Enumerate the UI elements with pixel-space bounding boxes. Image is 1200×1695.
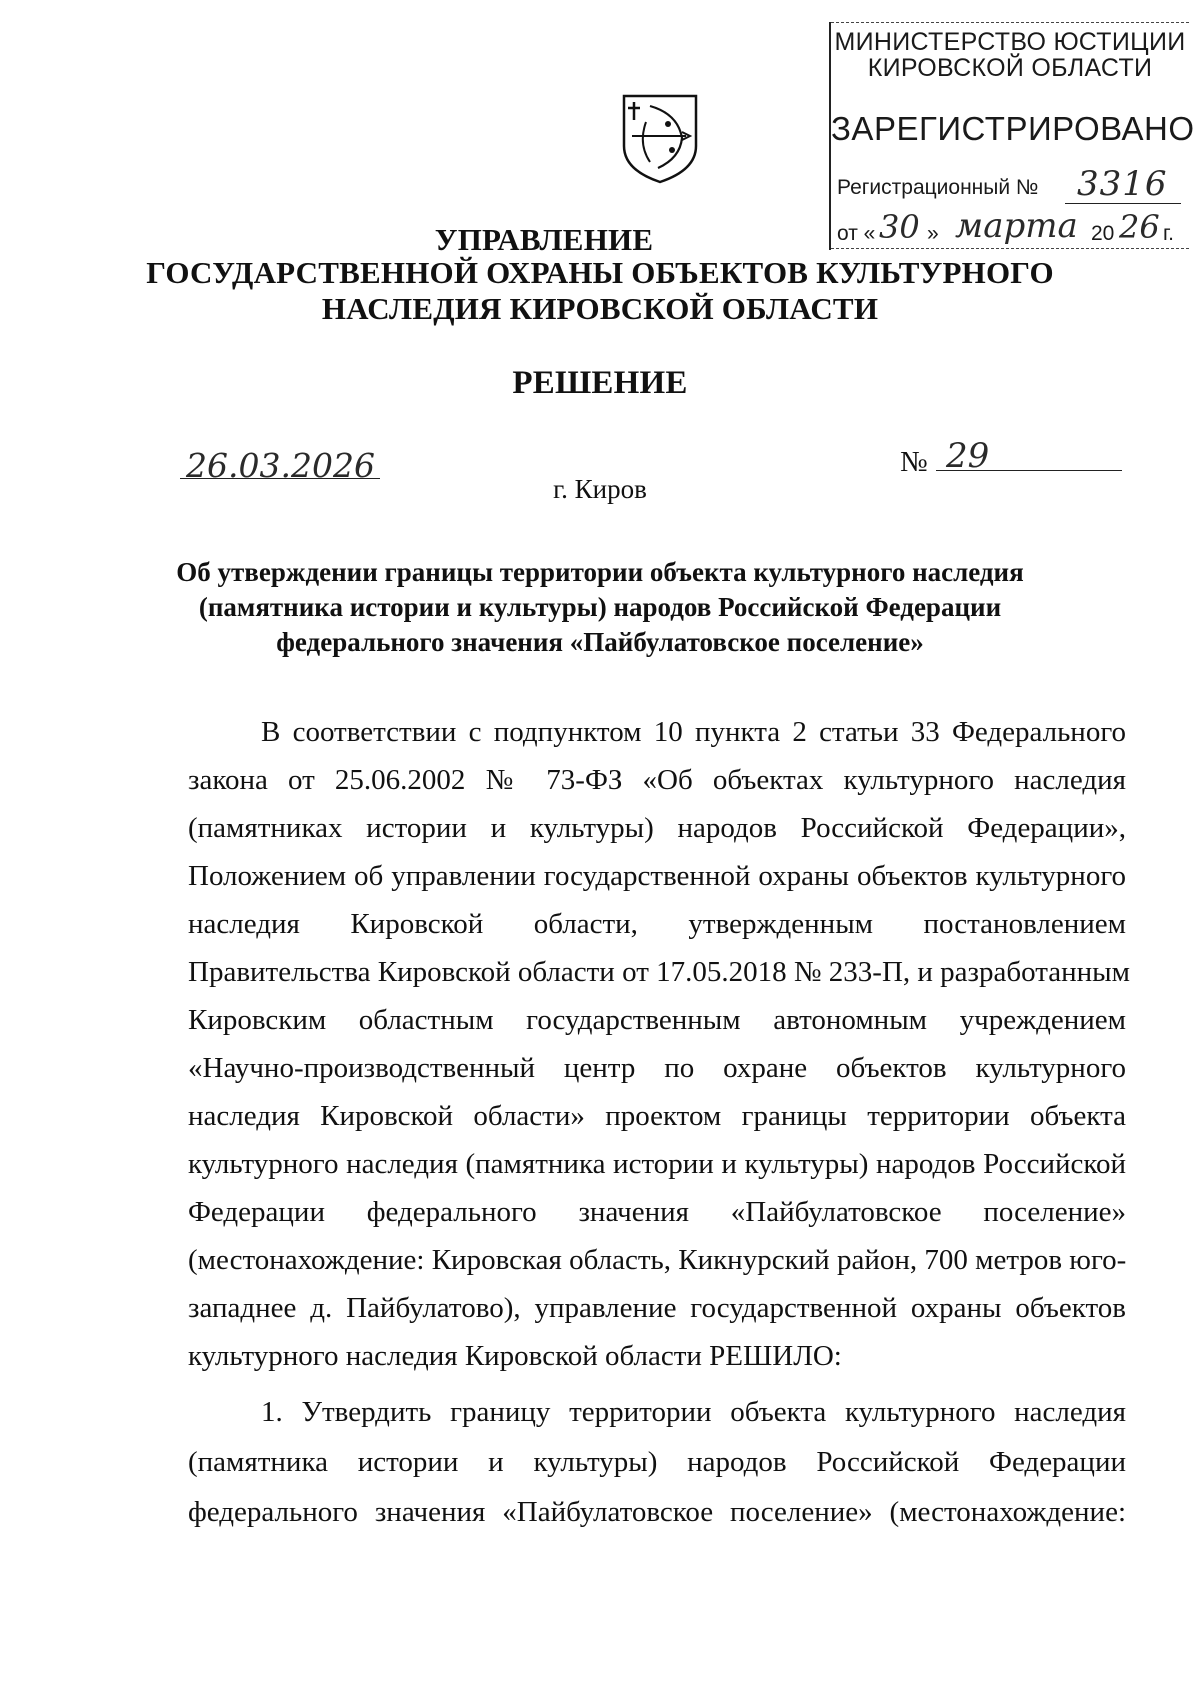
subject-line: федерального значения «Пайбулатовское поселение» (276, 627, 924, 657)
stamp-from-label: от « (837, 222, 876, 245)
stamp-reg-number: 3316 (1077, 164, 1168, 204)
body-line: наследия Кировской области, утвержденным постановлением (188, 908, 1126, 940)
body-line: Кировским областным государственным автономным учреждением (188, 1004, 1126, 1036)
stamp-year-prefix: 20 (1091, 222, 1115, 245)
number-underline (936, 470, 1122, 471)
document-date: 26.03.2026 (186, 446, 375, 485)
stamp-status: ЗАРЕГИСТРИРОВАНО (831, 110, 1195, 147)
stamp-reg-label: Регистрационный № (837, 176, 1039, 199)
body-line: Правительства Кировской области от 17.05.2018 № 233-П, и разработанным (188, 956, 1131, 988)
stamp-reg-underline (1065, 203, 1181, 204)
registration-stamp (829, 22, 1195, 250)
item-line: (памятника истории и культуры) народов Российской Федерации (188, 1446, 1126, 1478)
body-line: наследия Кировской области» проектом границы территории объекта (188, 1100, 1126, 1132)
document-type: РЕШЕНИЕ (512, 365, 688, 401)
subject-line: Об утверждении границы территории объекта культурного наследия (176, 557, 1024, 587)
number-sign: № (900, 446, 928, 478)
stamp-ministry: МИНИСТЕРСТВО ЮСТИЦИИ (834, 28, 1186, 56)
stamp-day: 30 (879, 208, 920, 246)
stamp-year-end: г. (1163, 222, 1174, 245)
body-line: культурного наследия Кировской области РЕШИЛО: (188, 1340, 842, 1372)
coat-of-arms-icon (620, 92, 700, 184)
agency-title-line2: ГОСУДАРСТВЕННОЙ ОХРАНЫ ОБЪЕКТОВ КУЛЬТУРНОГО (146, 255, 1054, 290)
body-line: (памятниках истории и культуры) народов Российской Федерации», (188, 812, 1126, 844)
subject-line: (памятника истории и культуры) народов Российской Федерации (198, 592, 1002, 622)
body-line: западнее д. Пайбулатово), управление государственной охраны объектов (188, 1292, 1126, 1324)
item-line: 1. Утвердить границу территории объекта культурного наследия (261, 1396, 1126, 1428)
body-line: (местонахождение: Кировская область, Кикнурский район, 700 метров юго- (188, 1244, 1127, 1276)
body-line: культурного наследия (памятника истории и культуры) народов Российской (188, 1148, 1126, 1180)
body-line: Федерации федерального значения «Пайбулатовское поселение» (188, 1196, 1126, 1228)
body-line: «Научно-производственный центр по охране объектов культурного (188, 1052, 1126, 1084)
document-city: г. Киров (553, 474, 647, 504)
agency-title-line3: НАСЛЕДИЯ КИРОВСКОЙ ОБЛАСТИ (321, 291, 879, 326)
stamp-top-border (831, 22, 1189, 23)
document-number: 29 (946, 436, 990, 476)
stamp-quote-close: » (927, 222, 939, 245)
body-line: Положением об управлении государственной охраны объектов культурного (188, 860, 1126, 892)
agency-title-line1: УПРАВЛЕНИЕ (434, 222, 654, 257)
body-line: закона от 25.06.2002 № 73-ФЗ «Об объектах культурного наследия (188, 764, 1126, 796)
stamp-month: марта (955, 206, 1078, 246)
body-line: В соответствии с подпунктом 10 пункта 2 статьи 33 Федерального (261, 716, 1126, 748)
item-line: федерального значения «Пайбулатовское поселение» (местонахождение: (188, 1496, 1126, 1528)
stamp-year-suffix: 26 (1119, 208, 1160, 246)
stamp-region: КИРОВСКОЙ ОБЛАСТИ (867, 54, 1153, 82)
